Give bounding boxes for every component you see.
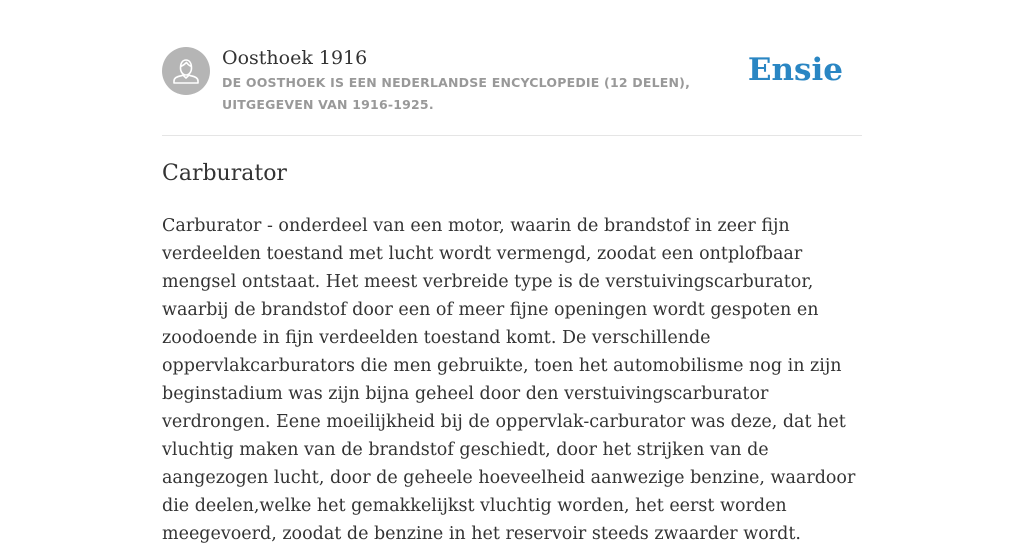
article-title: Carburator	[162, 161, 287, 186]
user-outline-icon	[162, 47, 210, 95]
ensie-logo[interactable]: Ensie	[747, 52, 843, 88]
source-header	[162, 46, 862, 116]
header-divider	[162, 135, 862, 136]
article-body: Carburator - onderdeel van een motor, waarin de brandstof in zeer fijn verdeelden toestand met lucht wordt vermengd, zoodat een ontplofbaar mengsel ontstaat. Het meest verbreide type is de verstuivingscarburator, waarbij de brandstof door een of meer fijne openingen wordt gespoten en zoodoende in fijn verdeelden toestand komt. De verschillende oppervlakcarburators die men gebruikte, toen het automobilisme nog in zijn beginstadium was zijn bijna geheel door den verstuivingscarburator verdrongen. Eene moeilijkheid bij de oppervlak-carburator was deze, dat het vluchtig maken van de brandstof geschiedt, door het strijken van de aangezogen lucht, door de geheele hoeveelheid aanwezige benzine, waardoor die deelen,welke het gemakkelijkst vluchtig worden, het eerst worden meegevoerd, zoodat de benzine in het reservoir steeds zwaarder wordt.	[162, 216, 856, 544]
source-description: DE OOSTHOEK IS EEN NEDERLANDSE ENCYCLOPEDIE (12 DELEN), UITGEGEVEN VAN 1916-1925.	[222, 75, 691, 112]
source-title[interactable]: Oosthoek 1916	[222, 47, 368, 69]
user-avatar-icon[interactable]	[162, 47, 210, 95]
